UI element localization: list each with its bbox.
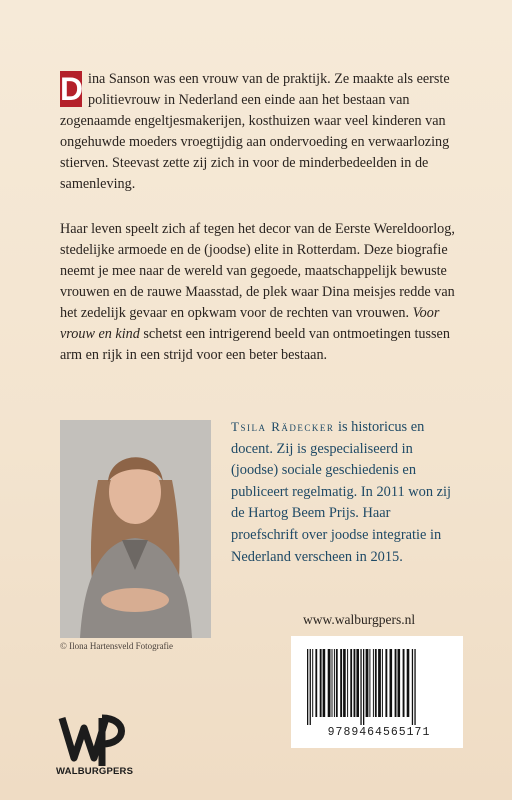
logo-text: WALBURGPERS [56,766,134,777]
story-text-after: schetst een intrigerend beeld van ontmoetingen tussen arm en rijk in een strijd voor een beter bestaan. [60,326,450,363]
author-name: Tsila Rädecker [231,419,335,434]
story-paragraph [60,219,456,366]
author-photo [60,420,211,638]
photo-credit: © Ilona Hartensveld Fotografie [60,641,174,651]
barcode-bars [305,649,449,725]
intro-text: ina Sanson was een vrouw van de praktijk. Ze maakte als eerste politievrouw in Nederland een einde aan het bestaan van zogenaamde engeltjesmakerijen, kosthuizen waar veel kinderen van ongehuwde moeders vroegtijdig aan ondervoeding en verwaarlozing stierven. Steevast zette zij zich in voor de minderbedeelden in de samenleving. [60,71,450,192]
author-bio [231,416,461,568]
author-bio-text: is historicus en docent. Zij is gespecialiseerd in (joodse) sociale geschiedenis en publiceert regelmatig. In 2011 won zij de Hartog Beem Prijs. Haar proefschrift over joodse integratie in Nederland verscheen in 2015. [231,419,452,565]
intro-paragraph [60,69,456,195]
publisher-url: www.walburgpers.nl [303,612,416,627]
book-title: Voor vrouw en kind [60,305,440,342]
story-text-before: Haar leven speelt zich af tegen het decor van de Eerste Wereldoorlog, stedelijke armoede en de (joodse) elite in Rotterdam. Deze biografie neemt je mee naar de wereld van gegoede, maatschappelijk bewuste vrouwen en de rauwe Maasstad, de plek waar Dina meisjes redde van het zedelijk gevaar en opkwam voor de rechten van vrouwen. [60,221,455,321]
barcode [291,636,463,748]
walburgpers-logo [56,710,136,774]
drop-cap: D [60,71,84,107]
isbn-number: 9789464565171 [327,726,431,739]
